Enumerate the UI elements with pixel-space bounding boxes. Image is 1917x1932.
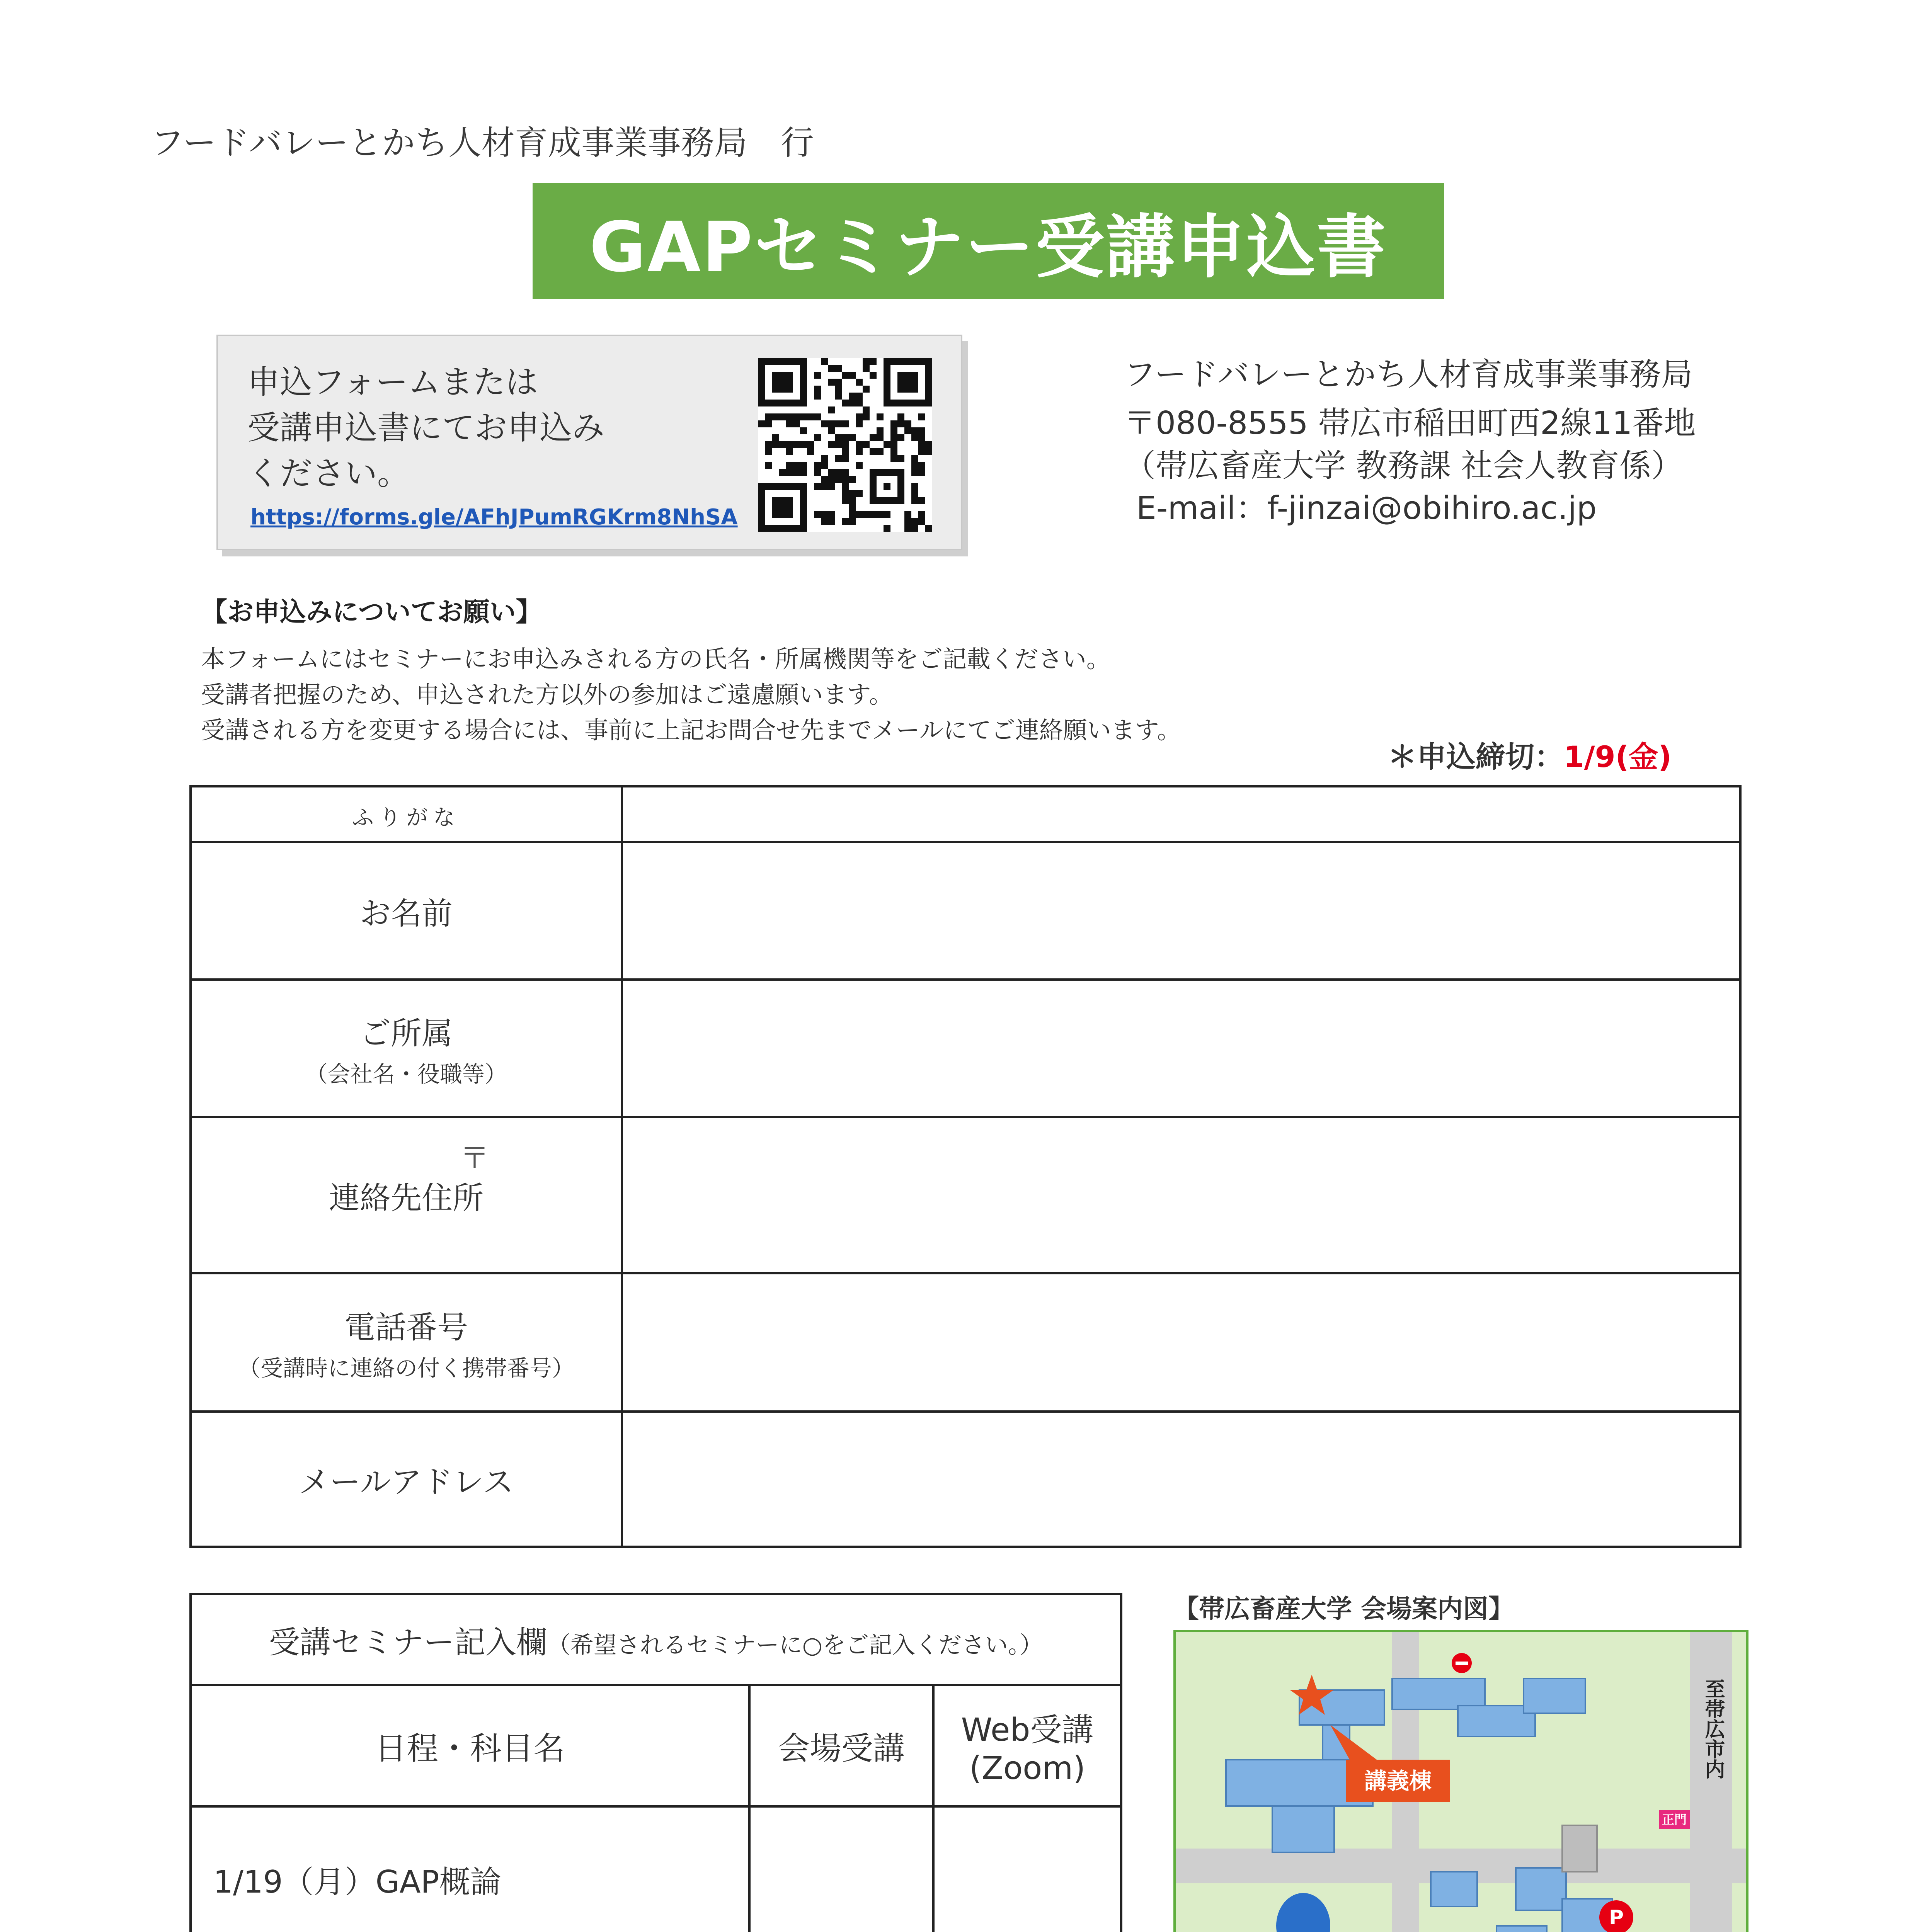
note-line-2: 受講申込書にてお申込み [247, 409, 605, 447]
affiliation-input[interactable] [622, 980, 1740, 1117]
request-line-3: 受講される方を変更する場合には、事前に上記お問合せ先までメールにてご連絡願います。 [201, 716, 1181, 744]
seminar-table [189, 1593, 1122, 1932]
affiliation-note: （会社名・役職等） [305, 1061, 507, 1087]
addressee: フードバレーとかち人材育成事業事務局 行 [151, 124, 814, 162]
column-zoom-label: (Zoom) [969, 1750, 1086, 1787]
furigana-label-cell [191, 786, 622, 842]
request-line-1: 本フォームにはセミナーにお申込みされる方の氏名・所属機関等をご記載ください。 [201, 645, 1110, 673]
phone-input[interactable] [622, 1273, 1740, 1412]
affiliation-label: ご所属 [360, 1015, 453, 1051]
address-input[interactable] [622, 1117, 1740, 1273]
no-entry-icon [1452, 1653, 1472, 1673]
phone-note: （受講時に連絡の付く携帯番号） [238, 1355, 574, 1381]
to-city-label: 至帯広市内 [1701, 1679, 1725, 1779]
column-schedule: 日程・科目名 [191, 1685, 749, 1806]
deadline-label: ＊申込締切： [1388, 740, 1564, 774]
deadline [1388, 733, 1672, 776]
deadline-date: 1/9(金) [1564, 740, 1672, 774]
furigana-label: ふりがな [352, 805, 460, 830]
lecture-building-label: 講義棟 [1364, 1768, 1432, 1794]
phone-label: 電話番号 [344, 1309, 468, 1345]
email-label: メールアドレス [191, 1412, 622, 1547]
seminar-web-cell[interactable] [933, 1806, 1121, 1932]
applicant-form-table [189, 785, 1742, 1548]
note-line-3: ください。 [247, 454, 410, 492]
column-web [933, 1685, 1121, 1806]
seminar-header-note: （希望されるセミナーに○をご記入ください。） [547, 1631, 1043, 1659]
main-gate-label: 正門 [1662, 1812, 1687, 1827]
seminar-row-label: 1/19（月）GAP概論 [191, 1806, 749, 1932]
request-line-2: 受講者把握のため、申込された方以外の参加はご遠慮願います。 [201, 680, 893, 709]
map-road [1690, 1632, 1732, 1932]
title-banner [533, 183, 1444, 299]
seminar-header-label: 受講セミナー記入欄 [269, 1624, 547, 1660]
name-label: お名前 [191, 842, 622, 980]
postal-mark: 〒 [460, 1141, 489, 1175]
contact-office: フードバレーとかち人材育成事業事務局 [1124, 356, 1693, 393]
phone-label-cell [191, 1273, 622, 1412]
request-heading: 【お申込みについてお願い】 [201, 597, 542, 628]
map-title: 【帯広畜産大学 会場案内図】 [1173, 1594, 1514, 1624]
qr-code-icon[interactable] [758, 358, 932, 532]
contact-email: E-mail：f-jinzai@obihiro.ac.jp [1136, 490, 1597, 527]
seminar-table-header [191, 1594, 1121, 1685]
form-url-link[interactable]: https://forms.gle/AFhJPumRGKrm8NhSA [250, 505, 738, 530]
seminar-venue-cell[interactable] [749, 1806, 933, 1932]
note-line-1: 申込フォームまたは [247, 363, 538, 401]
contact-address: 〒080-8555 帯広市稲田町西2線11番地 [1124, 405, 1696, 442]
campus-map [1173, 1630, 1748, 1932]
column-web-label: Web受講 [961, 1712, 1094, 1748]
contact-department: （帯広畜産大学 教務課 社会人教育係） [1124, 447, 1683, 484]
email-input[interactable] [622, 1412, 1740, 1547]
name-input[interactable] [622, 842, 1740, 980]
column-venue: 会場受講 [749, 1685, 933, 1806]
svg-text:P: P [1609, 1906, 1624, 1929]
page-title: GAPセミナー受講申込書 [589, 207, 1388, 287]
affiliation-label-cell [191, 980, 622, 1117]
address-label: 連絡先住所 [191, 1117, 622, 1273]
furigana-input[interactable] [622, 786, 1740, 842]
